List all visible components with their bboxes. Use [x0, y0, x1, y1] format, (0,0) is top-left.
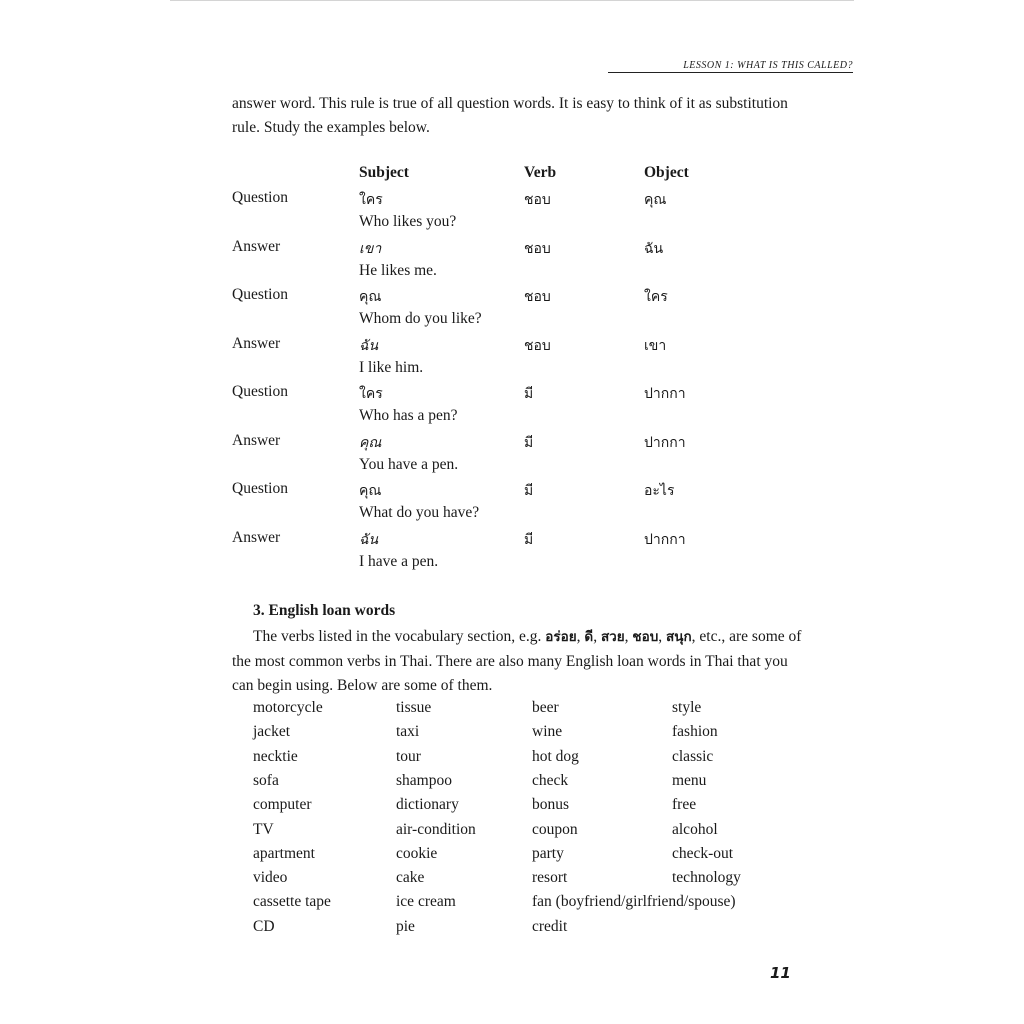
- loan-word: wine: [532, 723, 563, 741]
- loan-word: ice cream: [396, 893, 456, 911]
- loan-word: technology: [672, 869, 741, 887]
- loan-word: party: [532, 844, 564, 862]
- example-verb: ชอบ: [524, 337, 551, 354]
- example-subject: ใคร: [359, 192, 383, 208]
- example-verb: มี: [524, 386, 534, 402]
- comma: ,: [593, 628, 601, 645]
- example-verb: มี: [524, 531, 534, 548]
- example-subject: ฉัน: [359, 531, 379, 548]
- loan-word: necktie: [253, 747, 298, 765]
- example-translation-row: [0, 262, 800, 286]
- example-object: ใคร: [644, 289, 668, 305]
- running-header: LESSON 1: WHAT IS THIS CALLED?: [608, 60, 853, 73]
- example-translation-row: [0, 407, 800, 431]
- header-subject: Subject: [359, 164, 409, 181]
- comma: ,: [624, 628, 633, 645]
- comma: ,: [658, 628, 667, 645]
- intro-line-1: answer word. This rule is true of all question words. It is easy to think of it as substitution: [232, 95, 788, 112]
- example-translation: Who has a pen?: [359, 407, 458, 424]
- example-label: Question: [232, 189, 288, 206]
- thai-verb: ดี: [584, 629, 594, 645]
- example-subject: คุณ: [359, 289, 382, 305]
- example-object: คุณ: [644, 192, 667, 208]
- loan-word: jacket: [253, 723, 291, 741]
- loan-word: check-out: [672, 844, 734, 862]
- loan-word: air-condition: [396, 820, 476, 838]
- loan-word: tissue: [396, 699, 432, 716]
- example-object: ปากกา: [644, 434, 686, 451]
- top-rule: [170, 0, 854, 1]
- loan-word: alcohol: [672, 820, 718, 838]
- loan-word: shampoo: [396, 771, 452, 789]
- example-row: [0, 335, 800, 359]
- example-row: [0, 480, 800, 504]
- example-translation: What do you have?: [359, 504, 480, 521]
- loan-word-row: [0, 918, 600, 942]
- example-row: [0, 383, 800, 407]
- loan-word: TV: [253, 820, 274, 838]
- loan-word: menu: [672, 771, 707, 789]
- header-verb: Verb: [524, 164, 557, 181]
- example-row: [0, 189, 800, 213]
- loan-word: apartment: [253, 844, 315, 862]
- loan-word: cookie: [396, 844, 438, 862]
- example-label: Question: [232, 286, 288, 303]
- loan-word-row: [0, 893, 736, 917]
- loan-word: video: [253, 869, 288, 887]
- loan-word: taxi: [396, 723, 420, 741]
- loan-word-row: [0, 699, 702, 723]
- example-subject: คุณ: [359, 434, 382, 451]
- example-label: Answer: [232, 334, 281, 352]
- intro-line-2: rule. Study the examples below.: [232, 119, 430, 136]
- loan-word: computer: [253, 796, 312, 814]
- loan-word: style: [672, 699, 702, 716]
- example-translation: I like him.: [359, 358, 424, 376]
- loan-word: bonus: [532, 796, 570, 814]
- example-label: Answer: [232, 528, 281, 546]
- section-title: 3. English loan words: [253, 602, 396, 619]
- example-verb: ชอบ: [524, 289, 551, 305]
- loan-word-row: [0, 747, 714, 772]
- example-translation: Who likes you?: [359, 213, 457, 230]
- example-row: [0, 238, 800, 262]
- loan-word: cake: [396, 869, 425, 887]
- example-object: ปากกา: [644, 531, 686, 548]
- loan-word-row: [0, 723, 718, 747]
- loan-word: coupon: [532, 820, 578, 838]
- loan-word: tour: [396, 747, 421, 765]
- header-object: Object: [644, 164, 689, 181]
- example-row: [0, 432, 800, 456]
- example-object: อะไร: [644, 483, 675, 499]
- example-translation-row: [0, 553, 800, 577]
- loan-word: motorcycle: [253, 699, 323, 716]
- thai-verb: สนุก: [666, 629, 692, 645]
- loan-word: classic: [672, 747, 714, 765]
- page-number: 11: [770, 964, 791, 982]
- paragraph-start: The verbs listed in the vocabulary section, e.g.: [253, 628, 546, 645]
- example-row: [0, 286, 800, 310]
- thai-verb: ชอบ: [632, 629, 659, 645]
- loan-word-row: [0, 844, 734, 869]
- example-verb: ชอบ: [524, 192, 551, 208]
- loan-word-row: [0, 820, 718, 845]
- comma: ,: [576, 628, 585, 645]
- example-translation: He likes me.: [359, 261, 437, 279]
- example-translation-row: [0, 213, 800, 237]
- example-subject: คุณ: [359, 483, 382, 499]
- example-subject: เขา: [359, 240, 382, 257]
- loan-word: credit: [532, 917, 568, 935]
- loan-word: check: [532, 771, 569, 789]
- example-translation-row: [0, 456, 800, 480]
- example-label: Question: [232, 383, 288, 400]
- loan-word: resort: [532, 869, 568, 887]
- example-translation: You have a pen.: [359, 455, 459, 473]
- example-verb: ชอบ: [524, 240, 551, 257]
- loan-word: CD: [253, 917, 275, 935]
- thai-verb: อร่อย: [545, 629, 577, 645]
- example-translation-row: [0, 310, 800, 334]
- loan-word: fan (boyfriend/girlfriend/spouse): [532, 893, 736, 911]
- examples-header-row: [0, 164, 800, 188]
- loan-word: cassette tape: [253, 893, 331, 911]
- loan-word-row: [0, 771, 707, 796]
- loan-word: fashion: [672, 723, 718, 741]
- loan-word: dictionary: [396, 796, 459, 814]
- example-row: [0, 529, 800, 553]
- loan-word-row: [0, 869, 741, 893]
- thai-verb: สวย: [600, 629, 625, 645]
- example-subject: ใคร: [359, 386, 383, 402]
- example-verb: มี: [524, 434, 534, 451]
- loan-word: hot dog: [532, 747, 579, 765]
- example-subject: ฉัน: [359, 337, 379, 354]
- loan-word: beer: [532, 699, 559, 716]
- example-translation: Whom do you like?: [359, 310, 482, 327]
- example-object: ฉัน: [644, 240, 664, 257]
- example-translation-row: [0, 359, 800, 383]
- example-translation-row: [0, 504, 800, 528]
- loan-word: free: [672, 796, 697, 814]
- section-paragraph: [232, 625, 802, 699]
- paragraph-end: , etc., are some of the most common verbs in Thai. There are also many English loan words in Thai that you can begin using. Below are some of them.: [232, 628, 802, 694]
- loan-word-row: [0, 796, 697, 820]
- example-verb: มี: [524, 483, 534, 499]
- example-label: Question: [232, 480, 288, 497]
- example-translation: I have a pen.: [359, 552, 439, 570]
- example-label: Answer: [232, 237, 281, 255]
- example-object: เขา: [644, 337, 667, 354]
- loan-word: pie: [396, 917, 415, 935]
- example-label: Answer: [232, 431, 281, 449]
- intro-paragraph: [232, 92, 802, 140]
- example-object: ปากกา: [644, 386, 686, 402]
- loan-word: sofa: [253, 771, 279, 789]
